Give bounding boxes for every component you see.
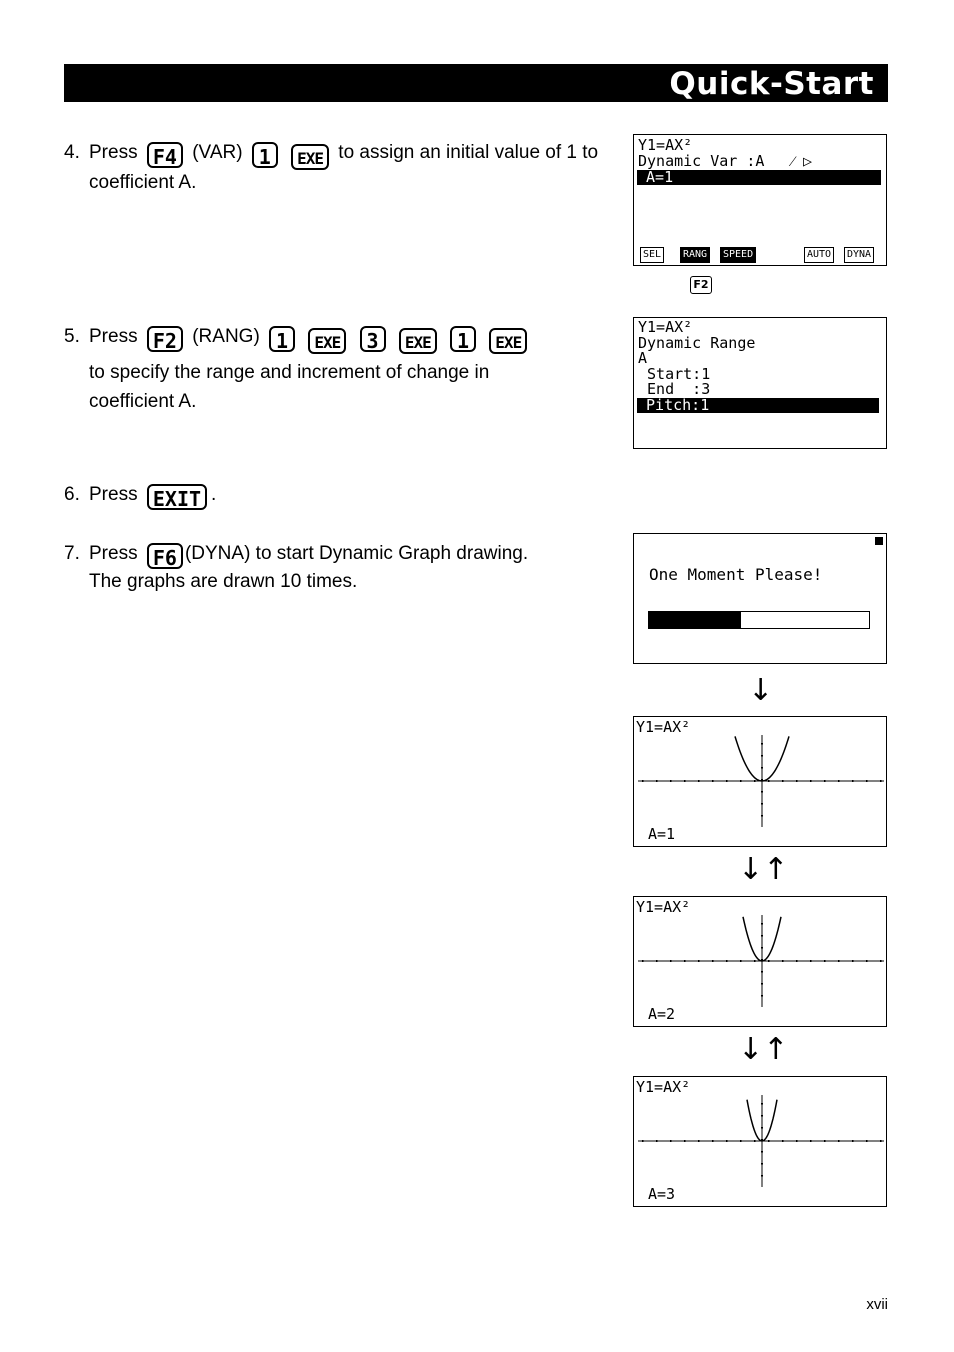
y-tick xyxy=(761,743,763,745)
y-tick xyxy=(761,935,763,937)
x-tick xyxy=(642,780,644,782)
step-text: to assign an initial value of 1 to coefficient A. xyxy=(89,142,599,193)
period: . xyxy=(211,484,217,505)
y-tick xyxy=(761,1175,763,1177)
y-tick xyxy=(761,791,763,793)
graph-screen-a2 xyxy=(633,896,887,1027)
down-arrow-icon: ↓ xyxy=(748,673,774,708)
x-tick xyxy=(782,960,784,962)
exe-key: EXE xyxy=(489,328,527,354)
one-key: 1 xyxy=(252,142,278,168)
y-tick xyxy=(761,803,763,805)
calc-screen-dynamic-var xyxy=(633,134,887,266)
x-tick xyxy=(824,780,826,782)
graph-label: A=2 xyxy=(648,1005,676,1023)
screen-line: Dynamic Range xyxy=(638,334,756,352)
x-tick xyxy=(810,960,812,962)
x-tick xyxy=(656,960,658,962)
x-tick xyxy=(824,960,826,962)
y-tick xyxy=(761,755,763,757)
x-tick xyxy=(642,960,644,962)
rang-label: (RANG) xyxy=(192,326,260,347)
x-tick xyxy=(670,1140,672,1142)
busy-indicator-icon xyxy=(875,537,883,545)
x-tick xyxy=(796,1140,798,1142)
x-tick xyxy=(838,780,840,782)
step-text: to specify the range and increment of change in coefficient A. xyxy=(89,362,490,412)
var-label: (VAR) xyxy=(192,142,243,163)
x-tick xyxy=(796,780,798,782)
step-5 xyxy=(64,324,609,416)
press-label: Press xyxy=(89,326,138,347)
x-tick xyxy=(726,1140,728,1142)
x-tick xyxy=(684,780,686,782)
x-tick xyxy=(866,960,868,962)
screen-line: Y1=AX² xyxy=(638,136,693,154)
menu-dyna: DYNA xyxy=(844,247,874,263)
x-tick xyxy=(880,1140,882,1142)
graph-title: Y1=AX² xyxy=(636,898,691,916)
press-label: Press xyxy=(89,484,138,505)
x-tick xyxy=(698,780,700,782)
x-tick xyxy=(810,1140,812,1142)
y-tick xyxy=(761,1103,763,1105)
menu-sel: SEL xyxy=(640,247,664,263)
step-text-2: The graphs are drawn 10 times. xyxy=(89,571,358,592)
y-tick xyxy=(761,971,763,973)
x-tick xyxy=(656,1140,658,1142)
x-tick xyxy=(684,1140,686,1142)
header-bar xyxy=(64,64,888,102)
x-tick xyxy=(866,1140,868,1142)
page-title: Quick-Start xyxy=(669,66,874,102)
x-tick xyxy=(712,960,714,962)
loading-message: One Moment Please! xyxy=(649,565,823,584)
y-tick xyxy=(761,767,763,769)
x-tick xyxy=(698,960,700,962)
menu-auto: AUTO xyxy=(804,247,834,263)
x-tick xyxy=(726,960,728,962)
exe-key: EXE xyxy=(308,328,346,354)
x-tick xyxy=(768,780,770,782)
x-tick xyxy=(740,1140,742,1142)
press-label: Press xyxy=(89,142,138,163)
one-key: 1 xyxy=(269,326,295,352)
screen-line-selected: A=1 xyxy=(637,170,881,185)
x-tick xyxy=(768,1140,770,1142)
x-tick xyxy=(852,780,854,782)
f2-key-icon: F2 xyxy=(690,276,712,294)
y-tick xyxy=(761,1163,763,1165)
x-tick xyxy=(754,960,756,962)
x-tick xyxy=(866,780,868,782)
menu-speed: SPEED xyxy=(720,247,756,263)
graph-title: Y1=AX² xyxy=(636,718,691,736)
screen-line: Dynamic Var :A ⁄ ▷ xyxy=(638,152,813,170)
x-tick xyxy=(838,1140,840,1142)
x-tick xyxy=(642,1140,644,1142)
progress-bar xyxy=(648,611,870,629)
calc-screen-loading xyxy=(633,533,887,664)
screen-line: Y1=AX² xyxy=(638,318,693,336)
x-tick xyxy=(880,960,882,962)
x-tick xyxy=(698,1140,700,1142)
f4-key: F4 xyxy=(147,142,183,168)
x-tick xyxy=(740,960,742,962)
menu-rang: RANG xyxy=(680,247,710,263)
graph-label: A=1 xyxy=(648,825,676,843)
x-tick xyxy=(768,960,770,962)
exe-key: EXE xyxy=(291,144,329,170)
step-number: 7. xyxy=(64,543,80,564)
x-tick xyxy=(782,780,784,782)
x-tick xyxy=(852,960,854,962)
graph-label: A=3 xyxy=(648,1185,676,1203)
graph-screen-a1 xyxy=(633,716,887,847)
calc-screen-dynamic-range xyxy=(633,317,887,449)
y-tick xyxy=(761,1151,763,1153)
step-4 xyxy=(64,140,609,195)
step-number: 6. xyxy=(64,484,80,505)
graph-title: Y1=AX² xyxy=(636,1078,691,1096)
y-tick xyxy=(761,947,763,949)
x-tick xyxy=(880,780,882,782)
x-tick xyxy=(796,960,798,962)
x-tick xyxy=(684,960,686,962)
y-tick xyxy=(761,995,763,997)
step-text: (DYNA) to start Dynamic Graph drawing. xyxy=(184,543,529,564)
progress-fill xyxy=(649,612,741,628)
page-number: xvii xyxy=(866,1296,888,1313)
x-tick xyxy=(656,780,658,782)
step-6 xyxy=(64,482,609,510)
screen-line: A xyxy=(638,349,648,367)
f2-key: F2 xyxy=(147,326,183,352)
x-tick xyxy=(852,1140,854,1142)
step-number: 5. xyxy=(64,326,80,347)
one-key: 1 xyxy=(450,326,476,352)
y-tick xyxy=(761,1127,763,1129)
screen-line-selected: Pitch:1 xyxy=(637,398,879,413)
f6-key: F6 xyxy=(147,543,183,569)
y-tick xyxy=(761,923,763,925)
x-tick xyxy=(670,960,672,962)
x-tick xyxy=(726,780,728,782)
three-key: 3 xyxy=(360,326,386,352)
x-tick xyxy=(740,780,742,782)
down-up-arrow-icon: ↓↑ xyxy=(738,852,789,887)
y-tick xyxy=(761,815,763,817)
step-number: 4. xyxy=(64,142,80,163)
x-tick xyxy=(810,780,812,782)
x-tick xyxy=(824,1140,826,1142)
y-tick xyxy=(761,1115,763,1117)
x-tick xyxy=(754,1140,756,1142)
down-up-arrow-icon: ↓↑ xyxy=(738,1032,789,1067)
x-tick xyxy=(712,1140,714,1142)
exe-key: EXE xyxy=(399,328,437,354)
screen-line: Start:1 xyxy=(638,365,711,383)
step-7 xyxy=(64,541,609,594)
exit-key: EXIT xyxy=(147,484,207,510)
y-tick xyxy=(761,983,763,985)
screen-line: End :3 xyxy=(638,380,711,398)
graph-screen-a3 xyxy=(633,1076,887,1207)
press-label: Press xyxy=(89,543,138,564)
x-tick xyxy=(782,1140,784,1142)
x-tick xyxy=(838,960,840,962)
x-tick xyxy=(712,780,714,782)
x-tick xyxy=(754,780,756,782)
x-tick xyxy=(670,780,672,782)
